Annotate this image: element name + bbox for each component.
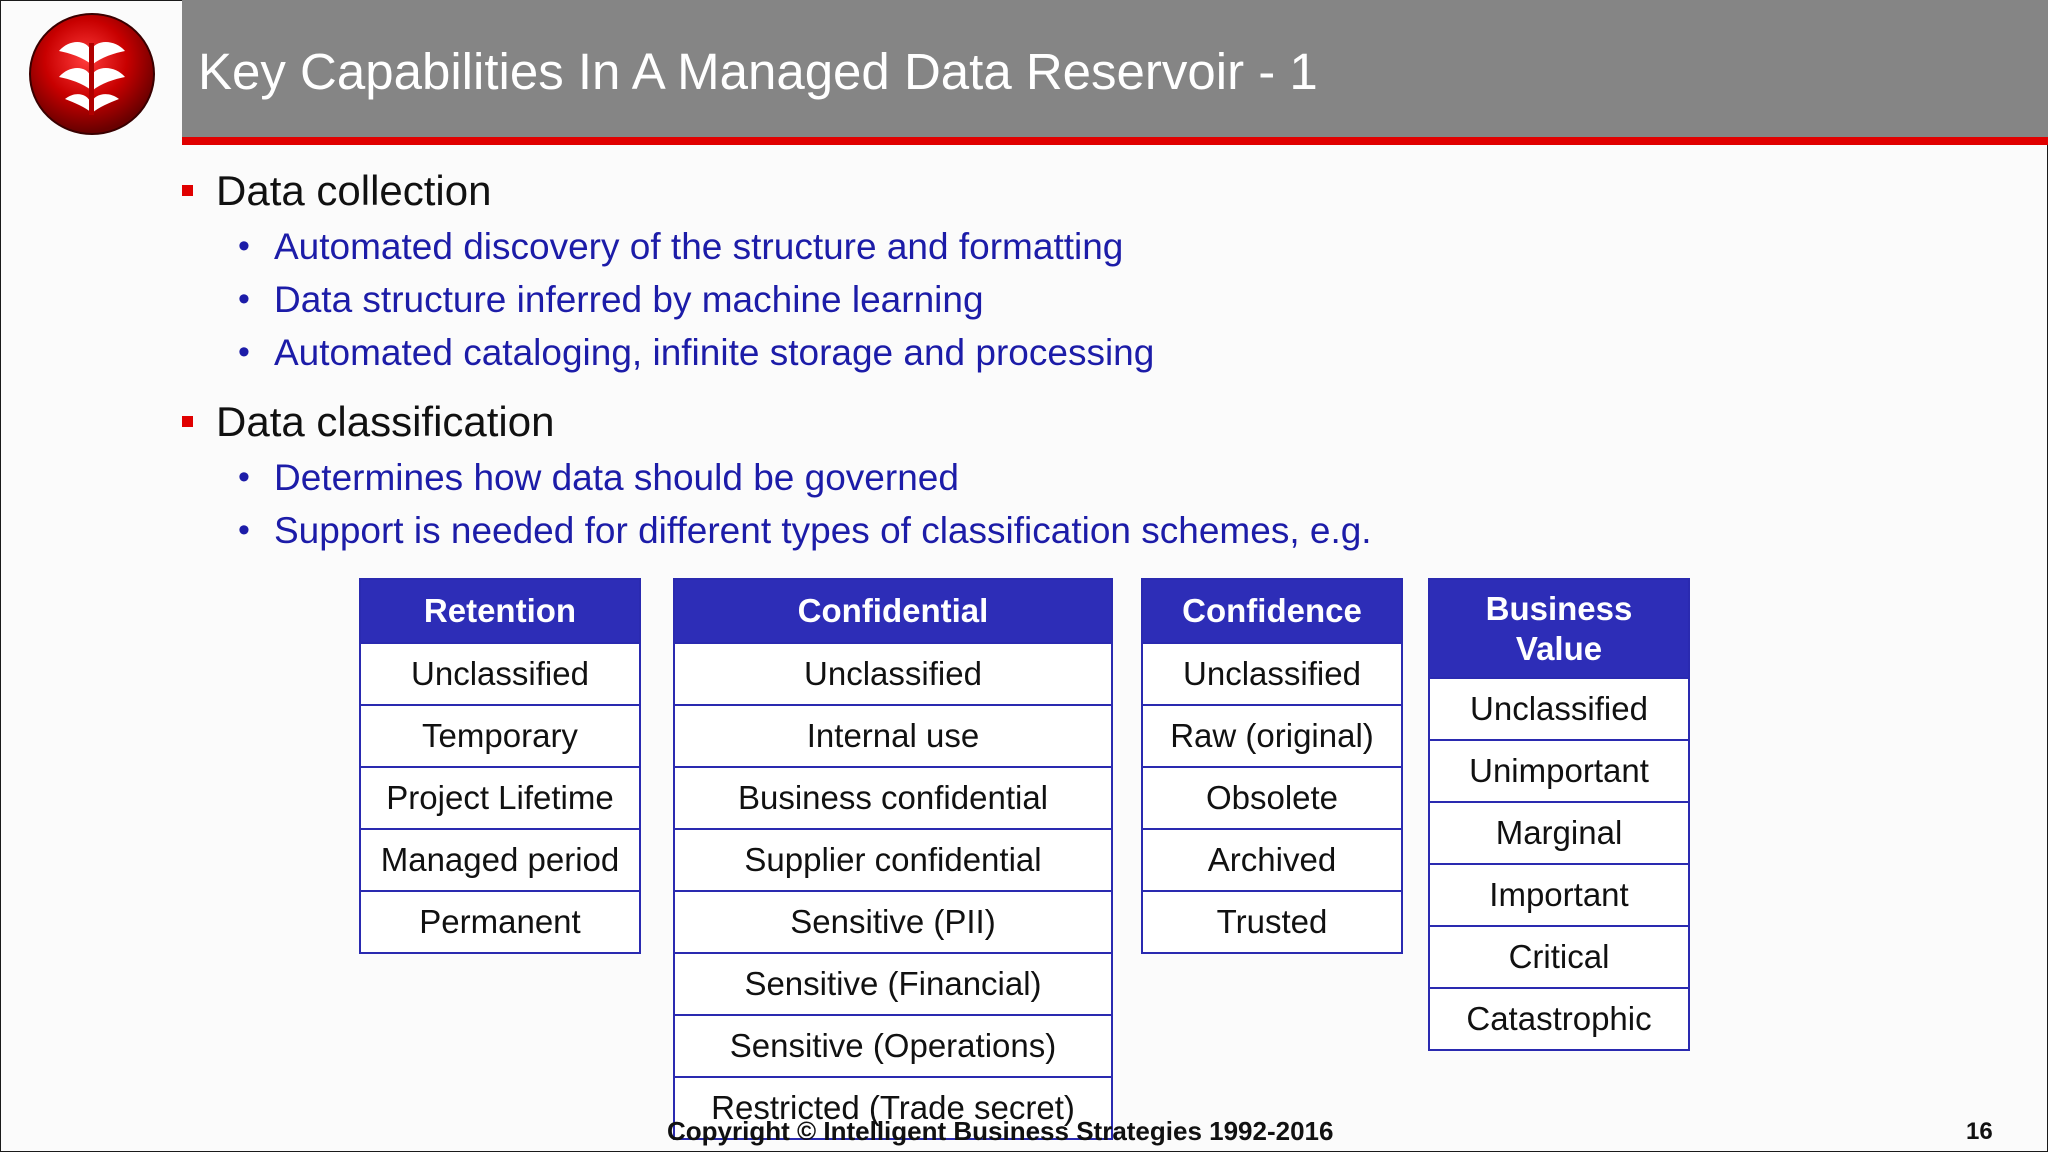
section-bullet-marker (182, 185, 193, 196)
bullet-dot: • (238, 227, 250, 265)
table-header-line: Business (1485, 589, 1633, 627)
collection-point: Automated cataloging, infinite storage and processing (274, 332, 1155, 373)
table-cell: Business confidential (675, 766, 1111, 828)
table-cell: Permanent (361, 890, 639, 952)
table-header: Confidential (675, 580, 1111, 642)
ibs-logo-icon (29, 13, 155, 135)
table-cell: Important (1430, 863, 1688, 925)
table-cell: Unclassified (1430, 677, 1688, 739)
table-cell: Obsolete (1143, 766, 1401, 828)
table-cell: Archived (1143, 828, 1401, 890)
section-heading-classification: Data classification (216, 398, 555, 445)
table-cell: Catastrophic (1430, 987, 1688, 1049)
bullet-dot: • (238, 511, 250, 549)
slide-title: Key Capabilities In A Managed Data Reservoir - 1 (198, 43, 1318, 100)
title-underline (182, 137, 2048, 145)
section-heading-collection: Data collection (216, 167, 492, 214)
confidential-table (673, 578, 1113, 1140)
table-cell: Trusted (1143, 890, 1401, 952)
retention-table (359, 578, 641, 954)
table-cell: Sensitive (PII) (675, 890, 1111, 952)
bullet-dot: • (238, 333, 250, 371)
table-header (1430, 580, 1688, 677)
page-number: 16 (1966, 1118, 1993, 1145)
copyright-footer: Copyright © Intelligent Business Strategies 1992-2016 (667, 1116, 1334, 1146)
bullet-dot: • (238, 280, 250, 318)
table-cell: Unclassified (675, 642, 1111, 704)
table-cell: Internal use (675, 704, 1111, 766)
collection-point: Automated discovery of the structure and formatting (274, 226, 1124, 267)
table-cell: Project Lifetime (361, 766, 639, 828)
table-cell: Temporary (361, 704, 639, 766)
table-cell: Unclassified (361, 642, 639, 704)
classification-point: Support is needed for different types of classification schemes, e.g. (274, 510, 1372, 551)
table-cell: Sensitive (Operations) (675, 1014, 1111, 1076)
bullet-dot: • (238, 458, 250, 496)
business-value-table (1428, 578, 1690, 1051)
collection-point: Data structure inferred by machine learning (274, 279, 984, 320)
table-cell: Marginal (1430, 801, 1688, 863)
table-cell: Supplier confidential (675, 828, 1111, 890)
table-cell: Raw (original) (1143, 704, 1401, 766)
table-header-line: Value (1515, 629, 1603, 667)
table-cell: Restricted (Trade secret) (675, 1076, 1111, 1138)
section-bullet-marker (182, 416, 193, 427)
table-header: Confidence (1143, 580, 1401, 642)
confidence-table (1141, 578, 1403, 954)
table-header: Retention (361, 580, 639, 642)
table-cell: Unclassified (1143, 642, 1401, 704)
table-cell: Managed period (361, 828, 639, 890)
classification-point: Determines how data should be governed (274, 457, 959, 498)
table-cell: Unimportant (1430, 739, 1688, 801)
table-cell: Critical (1430, 925, 1688, 987)
table-cell: Sensitive (Financial) (675, 952, 1111, 1014)
